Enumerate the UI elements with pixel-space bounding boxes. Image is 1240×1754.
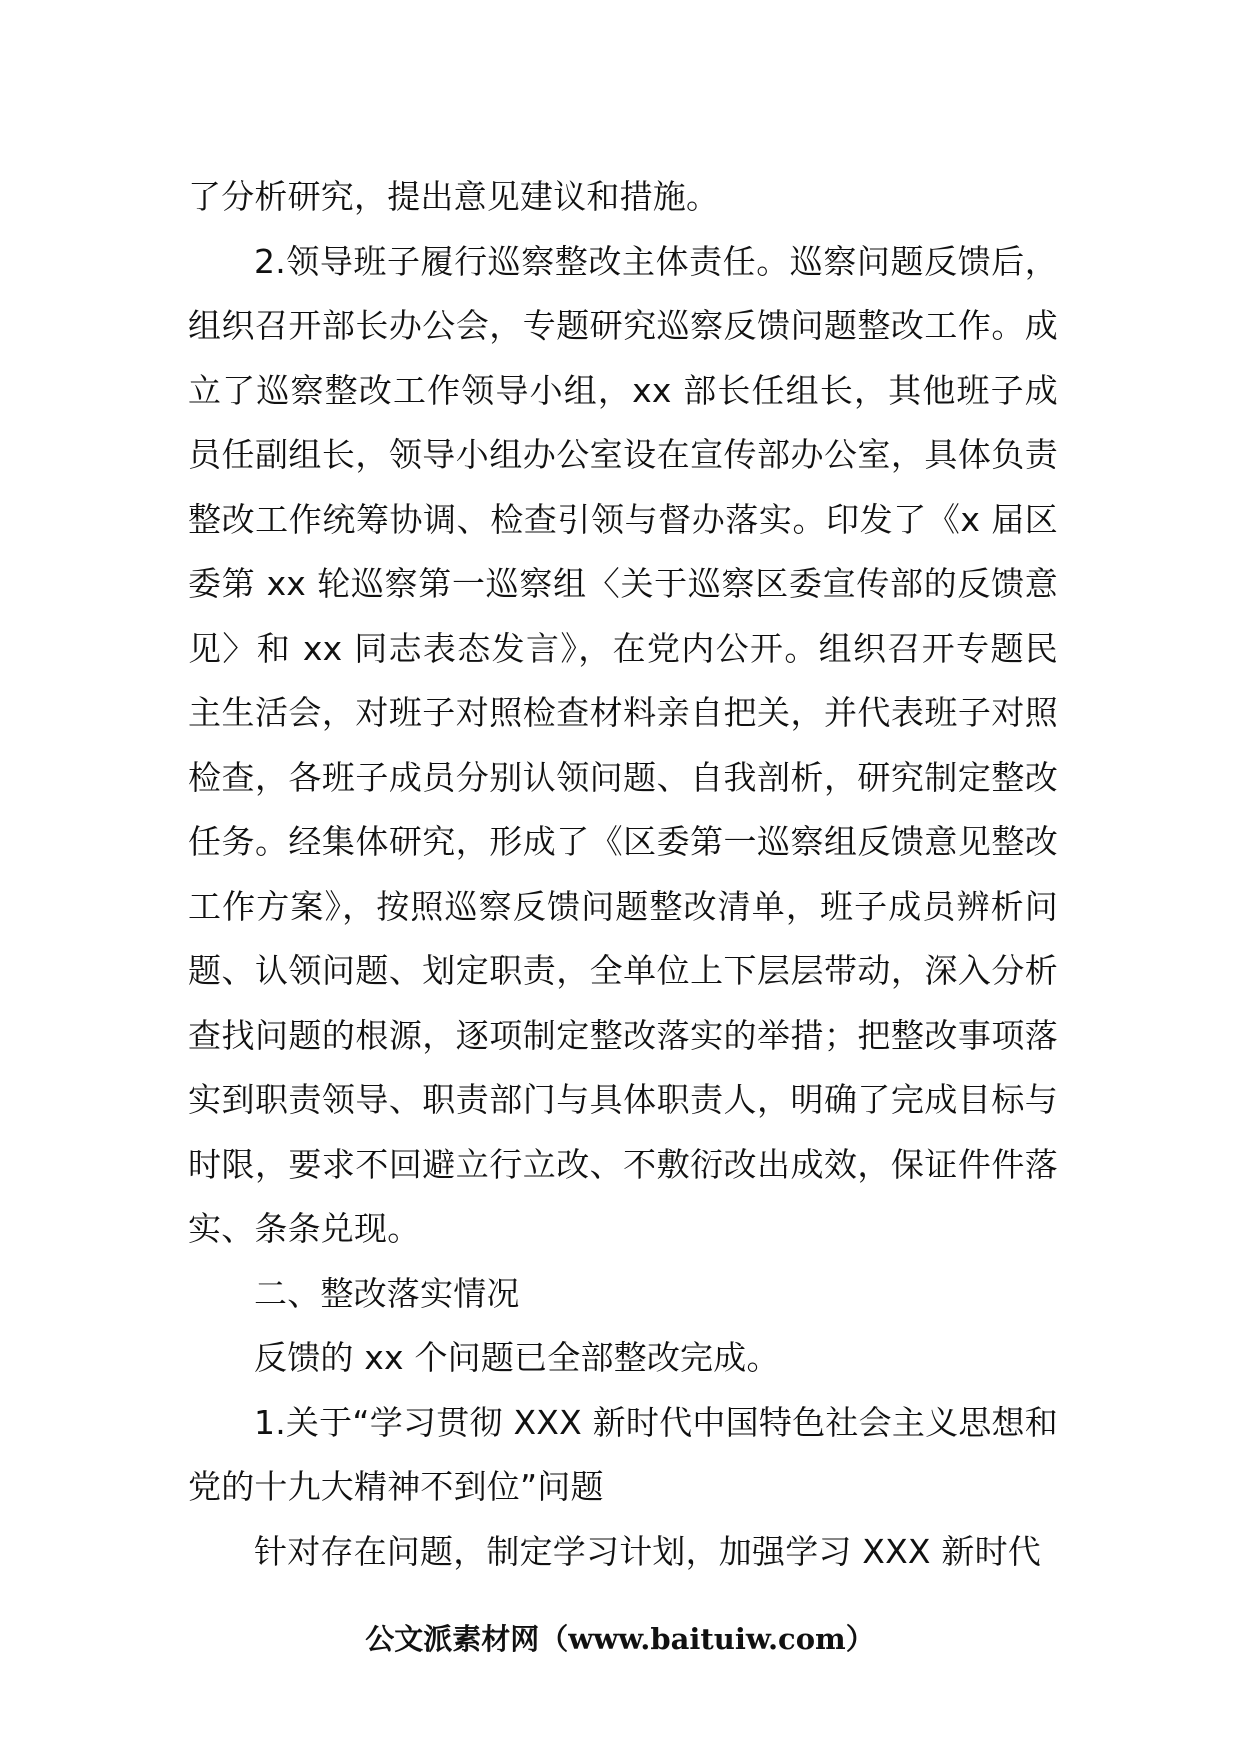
- paragraph-3: 反馈的 xx 个问题已全部整改完成。: [254, 1338, 780, 1377]
- footer-watermark: 公文派素材网（www.baituiw.com）: [365, 1622, 875, 1656]
- paragraph-4: 1.关于“学习贯彻 XXX 新时代中国特色社会主义思想和党的十九大精神不到位”问题: [188, 1402, 1058, 1506]
- paragraph-1: 了分析研究，提出意见建议和措施。: [188, 177, 720, 216]
- document-body: [188, 165, 1058, 1584]
- paragraph-5: 针对存在问题，制定学习计划，加强学习 XXX 新时代: [254, 1531, 1042, 1571]
- section-heading: 二、整改落实情况: [254, 1273, 520, 1313]
- paragraph-2: 2.领导班子履行巡察整改主体责任。巡察问题反馈后，组织召开部长办公会，专题研究巡察反馈问题整改工作。成立了巡察整改工作领导小组，xx 部长任组长，其他班子成员任副组长，领导小组办公室设在宣传部办公室，具体负责整改工作统筹协调、检查引领与督办落实。印发了《x 届区委第 xx 轮巡察第一巡察组〈关于巡察区委宣传部的反馈意见〉和 xx 同志表态发言》，在党内公开。组织召开专题民主生活会，对班子对照检查材料亲自把关，并代表班子对照检查，各班子成员分别认领问题、自我剖析，研究制定整改任务。经集体研究，形成了《区委第一巡察组反馈意见整改工作方案》，按照巡察反馈问题整改清单，班子成员辨析问题、认领问题、划定职责，全单位上下层层带动，深入分析查找问题的根源，逐项制定整改落实的举措；把整改事项落实到职责领导、职责部门与具体职责人，明确了完成目标与时限，要求不回避立行立改、不敷衍改出成效，保证件件落实、条条兑现。: [188, 241, 1058, 1248]
